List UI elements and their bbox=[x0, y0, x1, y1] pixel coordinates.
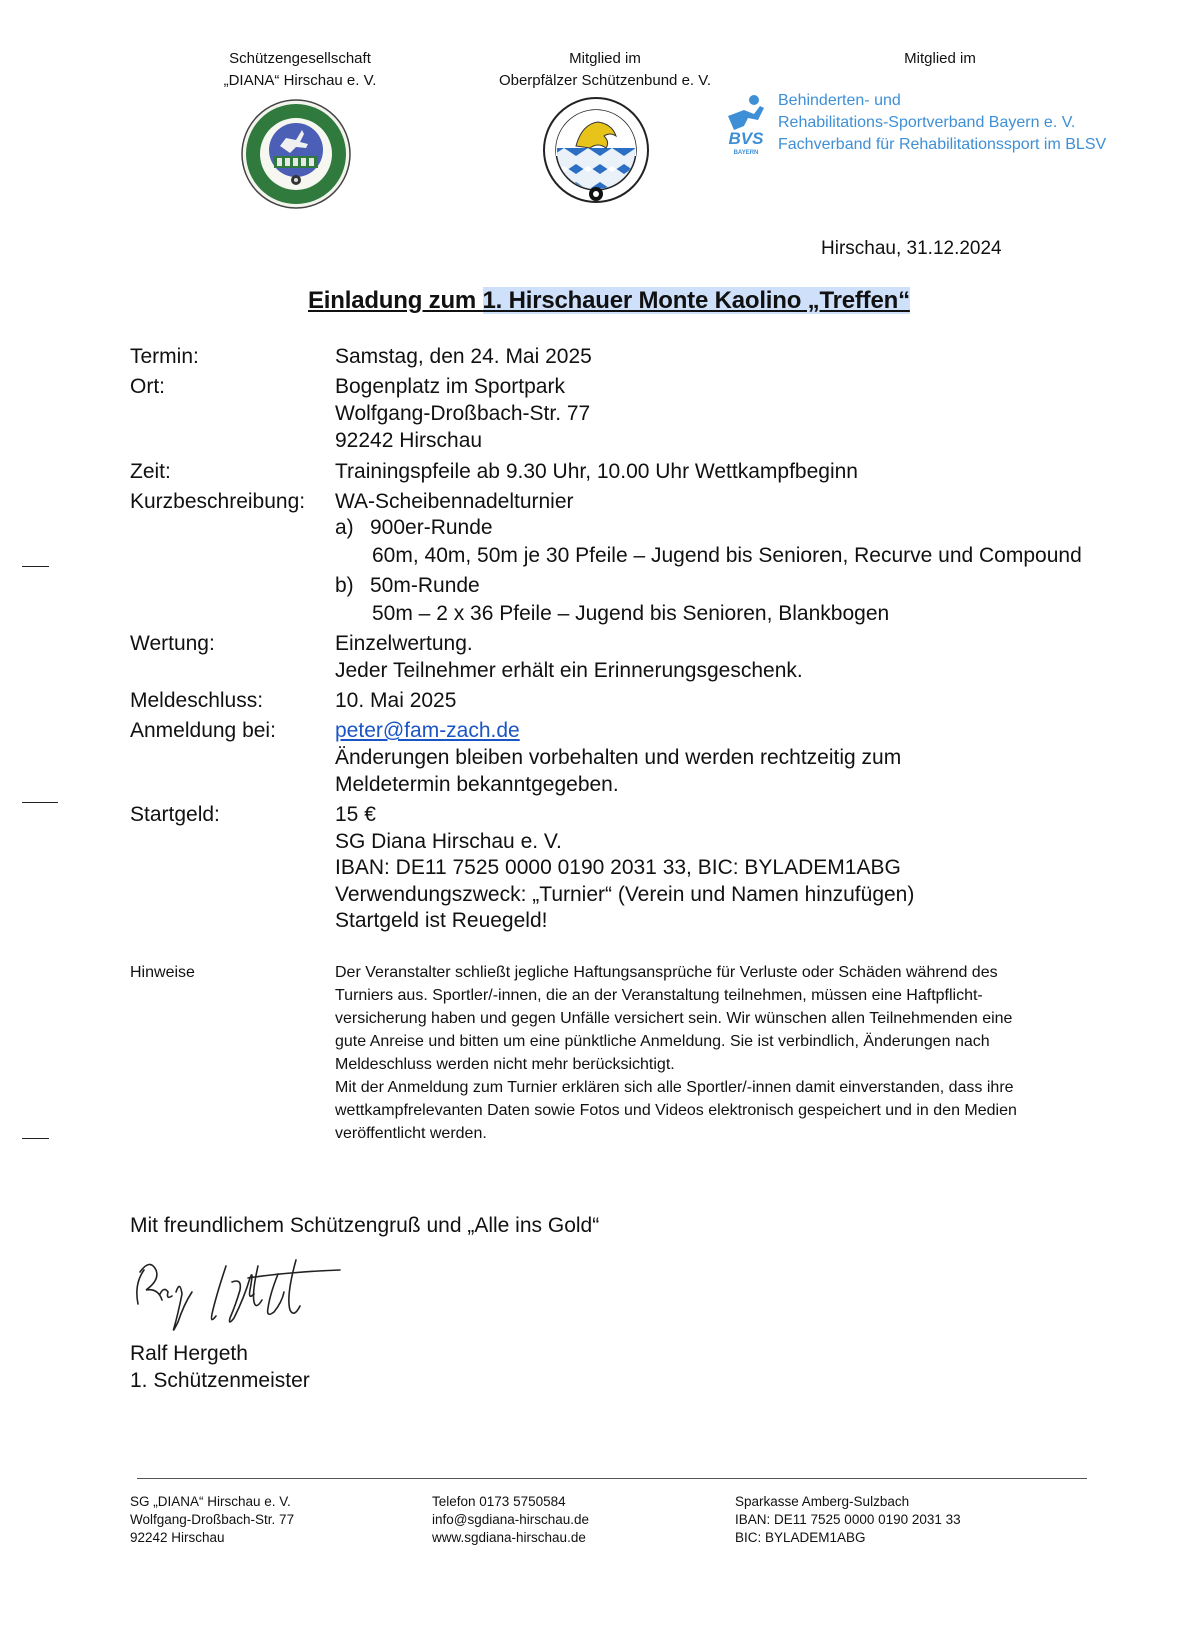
footer-divider bbox=[137, 1478, 1087, 1479]
fold-mark-top bbox=[22, 566, 49, 567]
signature bbox=[128, 1252, 348, 1338]
bvs-logo-subtext: BAYERN bbox=[733, 150, 759, 156]
wertung-label: Wertung: bbox=[130, 632, 215, 655]
footer-website[interactable]: www.sgdiana-hirschau.de bbox=[432, 1530, 586, 1545]
signer-name: Ralf Hergeth bbox=[130, 1342, 248, 1365]
bvs-logo-icon bbox=[724, 94, 768, 158]
startgeld-line1: 15 € bbox=[335, 803, 376, 826]
hinweise-line: veröffentlicht werden. bbox=[335, 1125, 487, 1142]
anmeldung-email-link[interactable]: peter@fam-zach.de bbox=[335, 719, 520, 742]
club-name-line1: Schützengesellschaft bbox=[229, 50, 371, 67]
footer-club-name: SG „DIANA“ Hirschau e. V. bbox=[130, 1494, 291, 1509]
footer-iban: IBAN: DE11 7525 0000 0190 2031 33 bbox=[735, 1512, 961, 1527]
ort-label: Ort: bbox=[130, 375, 165, 398]
club-name-line2: „DIANA“ Hirschau e. V. bbox=[223, 72, 377, 89]
bvs-logo-text: BVS bbox=[728, 129, 764, 148]
ort-line3: 92242 Hirschau bbox=[335, 429, 483, 452]
letter-date: Hirschau, 31.12.2024 bbox=[821, 238, 1002, 259]
anmeldung-line3: Meldetermin bekanntgegeben. bbox=[335, 773, 619, 796]
startgeld-line4: Verwendungszweck: „Turnier“ (Verein und Namen hinzufügen) bbox=[335, 883, 915, 906]
hinweise-line: wettkampfrelevanten Daten sowie Fotos und Videos elektronisch gespeichert und in den Medien bbox=[335, 1102, 1017, 1119]
footer-address bbox=[130, 1493, 294, 1547]
startgeld-line3: IBAN: DE11 7525 0000 0190 2031 33, BIC: BYLADEM1ABG bbox=[335, 856, 901, 879]
termin-label: Termin: bbox=[130, 345, 199, 368]
wertung-line2: Jeder Teilnehmer erhält ein Erinnerungsgeschenk. bbox=[335, 659, 803, 682]
hinweise-line: Turniers aus. Sportler/-innen, die an der Veranstaltung teilnehmen, müssen eine Haftpflicht- bbox=[335, 987, 983, 1004]
zeit-label: Zeit: bbox=[130, 460, 171, 483]
meldeschluss-label: Meldeschluss: bbox=[130, 689, 264, 712]
member-osb-line1: Mitglied im bbox=[569, 50, 641, 67]
osb-logo bbox=[542, 96, 650, 208]
startgeld-line2: SG Diana Hirschau e. V. bbox=[335, 830, 562, 853]
member-osb-line2: Oberpfälzer Schützenbund e. V. bbox=[498, 72, 712, 89]
footer-street: Wolfgang-Droßbach-Str. 77 bbox=[130, 1512, 295, 1527]
footer-city: 92242 Hirschau bbox=[130, 1530, 225, 1545]
option-a-detail: 60m, 40m, 50m je 30 Pfeile – Jugend bis Senioren, Recurve und Compound bbox=[372, 544, 1082, 567]
hinweise-line: Mit der Anmeldung zum Turnier erklären sich alle Sportler/-innen damit einverstanden, dass ihre bbox=[335, 1079, 1014, 1096]
title-highlighted-text: 1. Hirschauer Monte Kaolino „Treffen“ bbox=[482, 287, 910, 314]
document-title bbox=[308, 287, 910, 315]
member-osb bbox=[475, 48, 735, 92]
option-b-marker: b) bbox=[335, 574, 354, 597]
zeit-value: Trainingspfeile ab 9.30 Uhr, 10.00 Uhr Wettkampfbeginn bbox=[335, 460, 858, 483]
option-a-marker: a) bbox=[335, 516, 354, 539]
startgeld-label: Startgeld: bbox=[130, 803, 220, 826]
meldeschluss-value: 10. Mai 2025 bbox=[335, 689, 457, 712]
termin-value: Samstag, den 24. Mai 2025 bbox=[335, 345, 592, 368]
fold-mark-bottom bbox=[22, 1138, 49, 1139]
footer-bank-name: Sparkasse Amberg-Sulzbach bbox=[735, 1494, 910, 1509]
footer-phone: Telefon 0173 5750584 bbox=[432, 1494, 566, 1509]
closing-greeting: Mit freundlichem Schützengruß und „Alle ins Gold“ bbox=[130, 1214, 600, 1237]
ort-line2: Wolfgang-Droßbach-Str. 77 bbox=[335, 402, 591, 425]
footer-bank bbox=[735, 1493, 961, 1547]
bvs-name-line2: Rehabilitations-Sportverband Bayern e. V. bbox=[778, 114, 1076, 131]
hinweise-line: Der Veranstalter schließt jegliche Haftungsansprüche für Verluste oder Schäden während des bbox=[335, 964, 998, 981]
member-bvs-label: Mitglied im bbox=[904, 50, 976, 67]
hinweise-text bbox=[335, 961, 1055, 1145]
hinweise-label: Hinweise bbox=[130, 964, 195, 981]
title-prefix: Einladung zum bbox=[308, 287, 483, 314]
footer-bic: BIC: BYLADEM1ABG bbox=[735, 1530, 866, 1545]
hinweise-line: Meldeschluss werden nicht mehr berücksichtigt. bbox=[335, 1056, 675, 1073]
hinweise-line: versicherung haben und gegen Unfälle versichert sein. Wir wünschen allen Teilnehmenden eine bbox=[335, 1010, 1013, 1027]
option-a-title: 900er-Runde bbox=[370, 516, 493, 539]
kurz-value: WA-Scheibennadelturnier bbox=[335, 490, 574, 513]
diana-club-logo bbox=[240, 98, 352, 210]
bvs-name-line1: Behinderten- und bbox=[778, 92, 901, 109]
startgeld-line5: Startgeld ist Reuegeld! bbox=[335, 909, 548, 932]
club-name bbox=[190, 48, 410, 92]
bvs-name bbox=[778, 90, 1106, 156]
ort-line1: Bogenplatz im Sportpark bbox=[335, 375, 565, 398]
anmeldung-label: Anmeldung bei: bbox=[130, 719, 276, 742]
footer-contact bbox=[432, 1493, 589, 1547]
wertung-line1: Einzelwertung. bbox=[335, 632, 473, 655]
option-b-title: 50m-Runde bbox=[370, 574, 480, 597]
hinweise-line: gute Anreise und bitten um eine pünktliche Anmeldung. Sie ist verbindlich, Änderungen nach bbox=[335, 1033, 990, 1050]
fold-mark-middle bbox=[22, 802, 58, 803]
footer-email[interactable]: info@sgdiana-hirschau.de bbox=[432, 1512, 590, 1527]
signer-role: 1. Schützenmeister bbox=[130, 1369, 310, 1392]
bvs-name-line3: Fachverband für Rehabilitationssport im BLSV bbox=[778, 136, 1107, 153]
option-b-detail: 50m – 2 x 36 Pfeile – Jugend bis Senioren, Blankbogen bbox=[372, 602, 890, 625]
anmeldung-line2: Änderungen bleiben vorbehalten und werden rechtzeitig zum bbox=[335, 746, 902, 769]
kurz-label: Kurzbeschreibung: bbox=[130, 490, 306, 513]
